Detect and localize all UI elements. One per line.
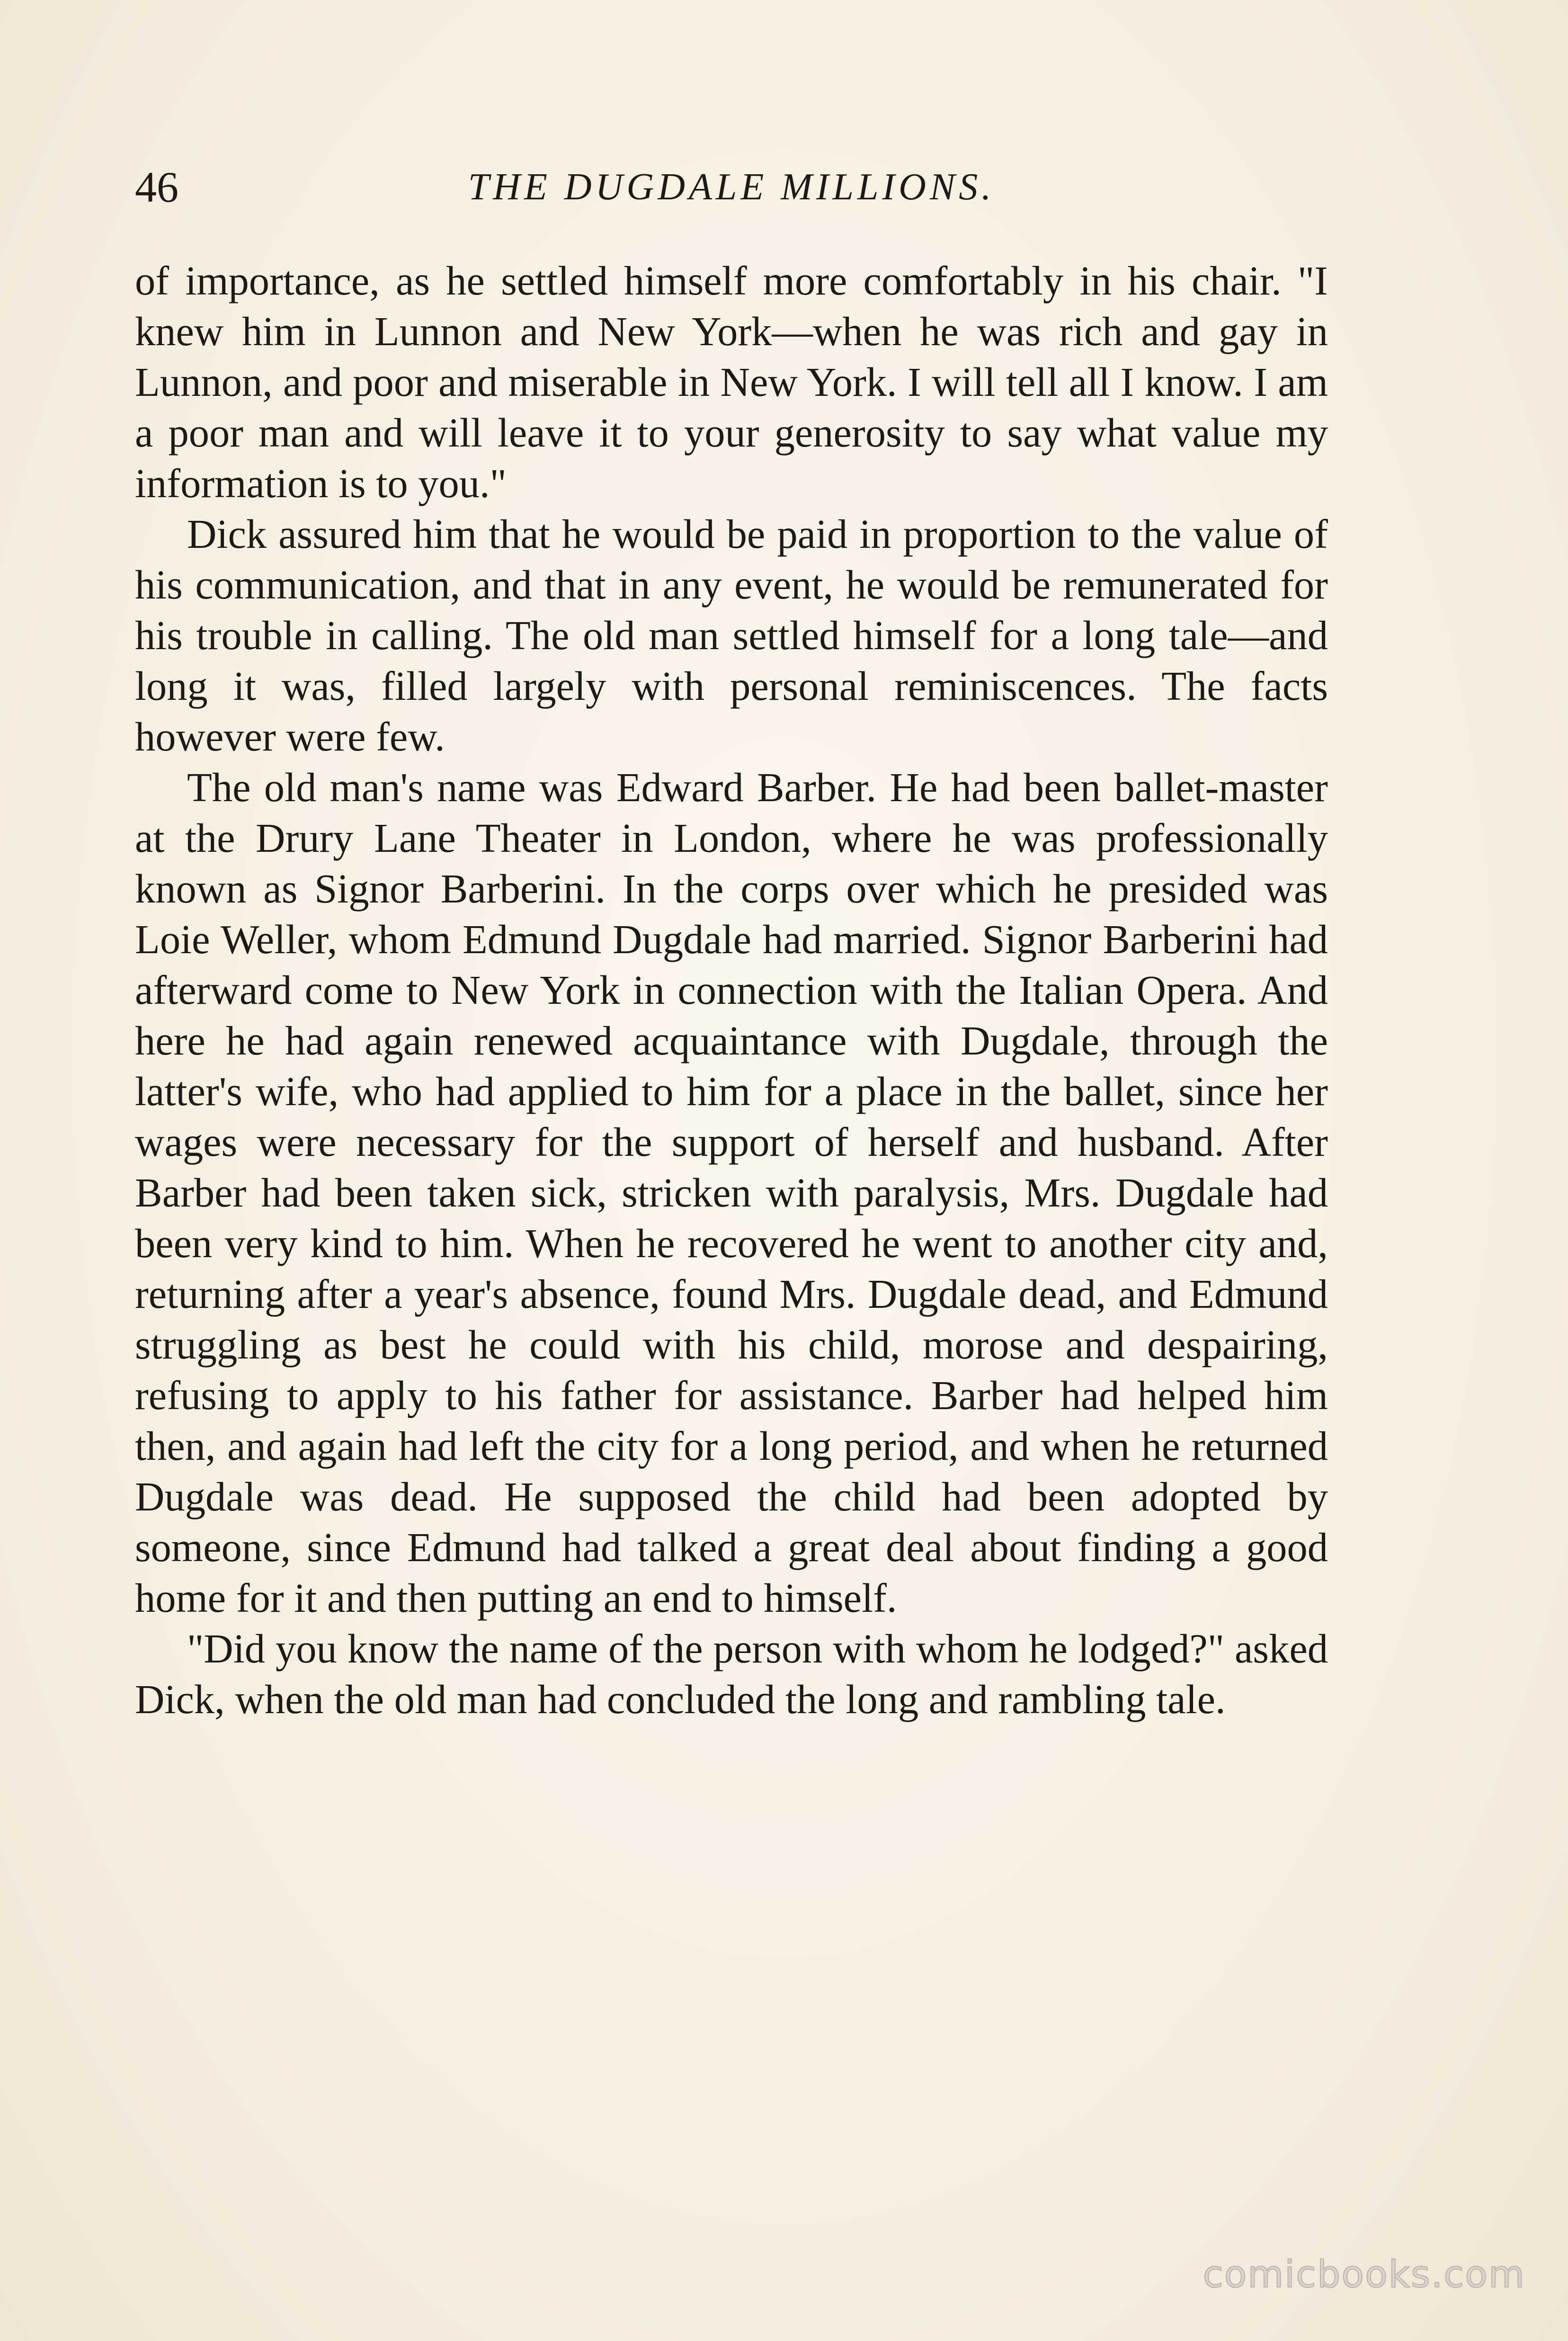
running-head: THE DUGDALE MILLIONS. (468, 166, 995, 208)
paragraph-4: "Did you know the name of the person with whom he lodged?" asked Dick, when the old man had concluded the long and rambling tale. (135, 1626, 1328, 1722)
body-text (135, 256, 1328, 1725)
page-number: 46 (135, 163, 178, 211)
paragraph-2: Dick assured him that he would be paid in proportion to the value of his communication, and that in any event, he would be remunerated for his trouble in calling. The old man settled himself for a long tale—and long it was, filled largely with personal reminiscences. The facts however were few. (135, 511, 1328, 759)
paragraph-1: of importance, as he settled himself more comfortably in his chair. "I knew him in Lunnon and New York—when he was rich and gay in Lunnon, and poor and miserable in New York. I will tell all I know. I am a poor man and will leave it to your generosity to say what value my information is to you." (135, 258, 1328, 506)
paragraph-3: The old man's name was Edward Barber. He had been ballet-master at the Drury Lane Theater in London, where he was professionally known as Signor Barberini. In the corps over which he presided was Loie Weller, whom Edmund Dugdale had married. Signor Barberini had afterward come to New York in connection with the Italian Opera. And here he had again renewed acquaintance with Dugdale, through the latter's wife, who had applied to him for a place in the ballet, since her wages were necessary for the support of herself and husband. After Barber had been taken sick, stricken with paralysis, Mrs. Dugdale had been very kind to him. When he recovered he went to another city and, returning after a year's absence, found Mrs. Dugdale dead, and Edmund struggling as best he could with his child, morose and despairing, refusing to apply to his father for assistance. Barber had helped him then, and again had left the city for a long period, and when he returned Dugdale was dead. He supposed the child had been adopted by someone, since Edmund had talked a great deal about finding a good home for it and then putting an end to himself. (135, 765, 1328, 1621)
page-header (135, 156, 1328, 218)
watermark: comicbooks.com (1203, 2253, 1525, 2296)
